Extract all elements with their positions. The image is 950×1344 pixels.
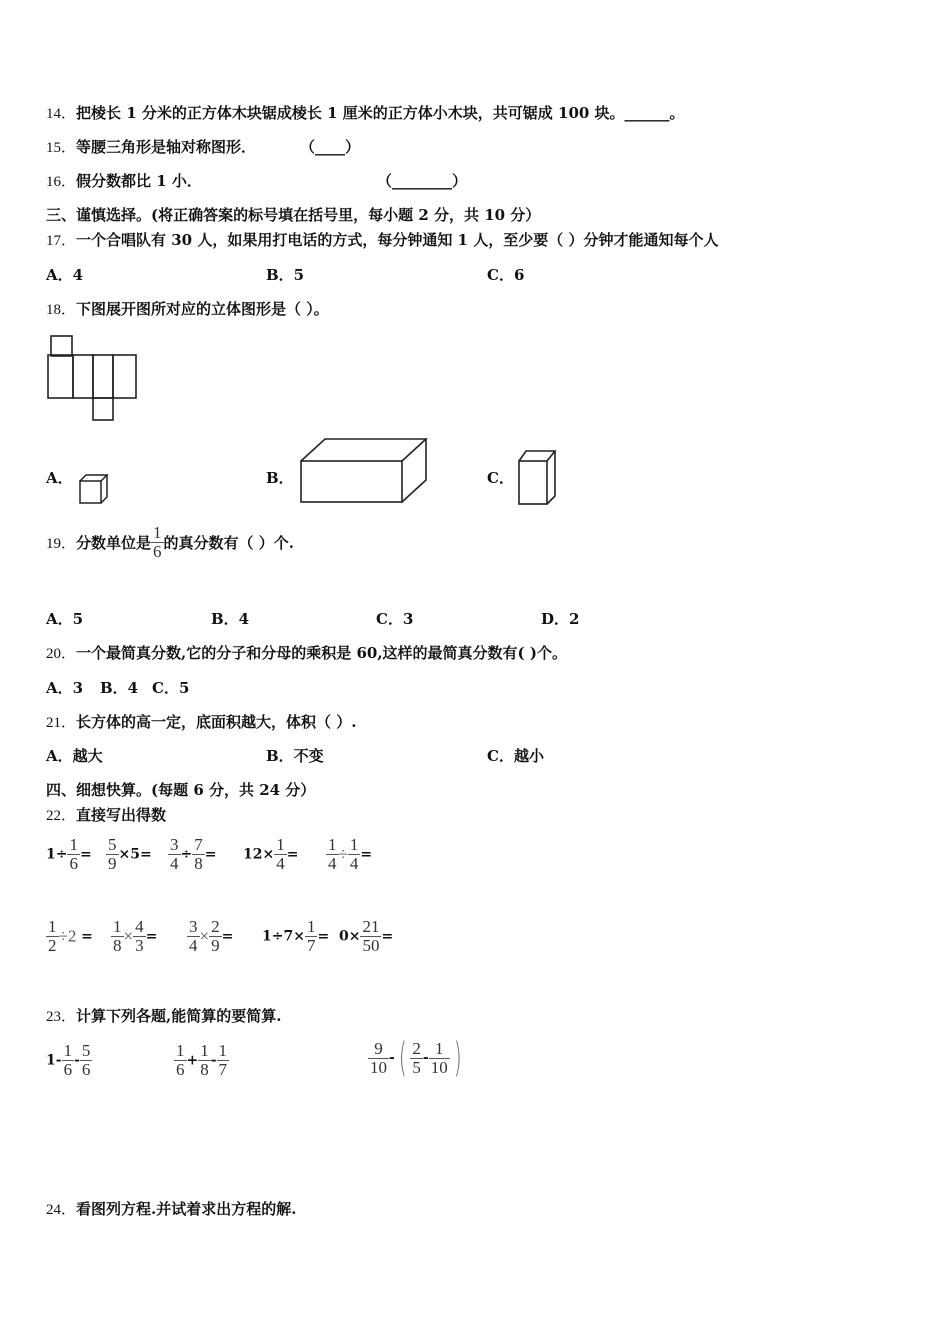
option-c[interactable]: C．3 <box>376 610 414 628</box>
denominator: 7 <box>218 1059 228 1079</box>
fraction-one-sixth <box>151 524 164 561</box>
question-21 <box>46 711 356 732</box>
question-number: 22． <box>46 808 77 824</box>
fraction <box>192 836 205 873</box>
question-number: 16． <box>46 174 77 190</box>
operator: - <box>422 1050 429 1066</box>
question-number: 23． <box>46 1009 77 1025</box>
fraction <box>80 1042 93 1079</box>
question-text: 下图展开图所对应的立体图形是（ ）。 <box>76 300 329 318</box>
question-number: 21． <box>46 715 77 731</box>
denominator: 8 <box>200 1059 209 1079</box>
numerator: 1 <box>153 523 162 542</box>
option-b[interactable]: B． <box>266 469 294 487</box>
option-d[interactable]: D．2 <box>541 610 580 628</box>
denominator: 3 <box>135 935 144 955</box>
question-text: 长方体的高一定，底面积越大，体积（ ）. <box>76 713 357 731</box>
operator: ÷2 <box>58 926 77 946</box>
expression <box>106 836 152 873</box>
expr-suffix: = <box>79 846 92 863</box>
fraction <box>217 1042 230 1079</box>
expression <box>243 836 298 873</box>
expr-suffix: ×5= <box>118 846 152 863</box>
numerator: 1 <box>113 917 122 936</box>
option-c[interactable]: C．5 <box>152 679 190 697</box>
fraction <box>429 1040 450 1077</box>
operator: × <box>123 926 134 946</box>
question-end: 。 <box>669 104 685 122</box>
option-b[interactable]: B．4 <box>100 679 139 697</box>
fraction <box>410 1040 423 1077</box>
question-14 <box>46 102 685 123</box>
fraction <box>348 836 361 873</box>
expr-suffix: = <box>81 928 93 945</box>
operator: × <box>199 926 210 946</box>
expr-suffix: = <box>221 928 234 945</box>
denominator: 4 <box>276 853 285 873</box>
expr-suffix: = <box>381 928 394 945</box>
operator: ÷ <box>180 846 193 863</box>
question-text: 等腰三角形是轴对称图形． <box>76 138 257 156</box>
question-24 <box>46 1198 296 1219</box>
option-a[interactable]: A． <box>46 469 73 487</box>
operator: - <box>74 1052 80 1069</box>
numerator: 1 <box>349 835 359 854</box>
fraction <box>187 918 200 955</box>
expression <box>168 836 216 873</box>
denominator: 6 <box>153 541 162 561</box>
question-text: 把棱长 1 分米的正方体木块锯成棱长 1 厘米的正方体小木块，共可锯成 100 块。 <box>76 104 625 122</box>
fraction <box>305 918 318 955</box>
numerator: 5 <box>108 835 117 854</box>
fraction <box>274 836 287 873</box>
numerator: 1 <box>48 917 57 936</box>
numerator: 2 <box>412 1038 421 1058</box>
operator: ÷ <box>338 844 348 864</box>
denominator: 4 <box>170 853 179 873</box>
question-text-post: 的真分数有（ ）个. <box>163 533 294 552</box>
expr-prefix: 0× <box>339 928 361 945</box>
numerator: 1 <box>69 835 78 854</box>
question-number: 18． <box>46 302 77 318</box>
denominator: 5 <box>412 1057 421 1077</box>
question-text: 直接写出得数 <box>76 806 167 824</box>
option-c[interactable]: C．6 <box>487 266 525 284</box>
expression <box>46 918 93 955</box>
numerator: 21 <box>362 917 380 936</box>
fraction <box>133 918 146 955</box>
option-a[interactable]: A．3 <box>46 679 84 697</box>
question-text: 计算下列各题,能简算的要简算. <box>76 1007 282 1025</box>
expr-suffix: = <box>145 928 158 945</box>
numerator: 1 <box>276 835 285 854</box>
expression <box>111 918 157 955</box>
question-text: 一个最简真分数,它的分子和分母的乘积是 60,这样的最简真分数有( )个。 <box>76 644 567 662</box>
expression <box>187 918 233 955</box>
numerator: 3 <box>170 835 179 854</box>
denominator: 6 <box>69 853 78 873</box>
expression <box>368 1035 465 1081</box>
small-cube-figure[interactable] <box>76 472 112 508</box>
operator: + <box>186 1052 199 1069</box>
fraction <box>174 1042 187 1079</box>
numerator: 7 <box>194 835 203 854</box>
question-number: 20． <box>46 646 77 662</box>
option-b[interactable]: B．5 <box>266 266 305 284</box>
answer-blank[interactable]: （____） <box>300 138 361 156</box>
option-b[interactable]: B．不变 <box>266 747 324 765</box>
expr-suffix: = <box>204 846 217 863</box>
tall-cuboid-figure[interactable] <box>515 445 561 509</box>
fraction <box>168 836 181 873</box>
option-c[interactable]: C． <box>487 469 514 487</box>
expr-suffix: = <box>286 846 299 863</box>
fraction <box>106 836 119 873</box>
question-number: 24． <box>46 1202 77 1218</box>
operator: - <box>210 1052 217 1069</box>
fraction <box>46 918 59 955</box>
expression <box>326 836 372 873</box>
denominator: 6 <box>81 1059 91 1079</box>
expression <box>46 1042 92 1079</box>
question-number: 15． <box>46 140 77 156</box>
answer-blank[interactable]: ______ <box>624 104 670 122</box>
denominator: 8 <box>194 853 203 873</box>
numerator: 1 <box>306 917 316 936</box>
denominator: 6 <box>176 1059 185 1079</box>
denominator: 4 <box>189 935 198 955</box>
right-parenthesis: ) <box>453 1035 462 1081</box>
question-number: 17． <box>46 233 77 249</box>
fraction <box>368 1040 389 1077</box>
question-15 <box>46 136 256 157</box>
denominator: 8 <box>113 935 122 955</box>
denominator: 9 <box>211 935 220 955</box>
denominator: 50 <box>362 935 380 955</box>
flat-cuboid-figure[interactable] <box>296 434 432 508</box>
numerator: 1 <box>176 1041 185 1060</box>
expr-prefix: 12× <box>243 846 275 863</box>
answer-blank[interactable]: （________） <box>377 172 468 190</box>
question-19 <box>46 524 294 561</box>
left-parenthesis: ( <box>398 1035 407 1081</box>
question-23 <box>46 1005 281 1026</box>
numerator: 4 <box>135 917 144 936</box>
fraction <box>209 918 222 955</box>
denominator: 10 <box>370 1057 387 1077</box>
expr-suffix: = <box>360 846 373 863</box>
denominator: 2 <box>48 935 57 955</box>
numerator: 2 <box>211 917 220 936</box>
question-text: 假分数都比 1 小． <box>76 172 202 190</box>
question-number: 19． <box>46 535 77 552</box>
option-a[interactable]: A．5 <box>46 610 84 628</box>
question-16 <box>46 170 202 191</box>
expression <box>174 1042 229 1079</box>
question-17 <box>46 229 718 250</box>
operator: - <box>389 1050 395 1066</box>
question-text: 一个合唱队有 30 人，如果用打电话的方式，每分钟通知 1 人，至少要（ ）分钟才能通知每个人 <box>76 231 719 249</box>
denominator: 7 <box>306 935 316 955</box>
expr-prefix: 1÷7× <box>262 928 305 945</box>
fraction <box>67 836 80 873</box>
expression <box>339 918 393 955</box>
cube-net-figure <box>44 333 144 425</box>
denominator: 4 <box>349 853 359 873</box>
numerator: 1 <box>218 1041 228 1060</box>
question-18 <box>46 298 329 319</box>
numerator: 3 <box>189 917 198 936</box>
question-20 <box>46 642 567 663</box>
question-text-pre: 分数单位是 <box>76 533 152 552</box>
fraction <box>198 1042 211 1079</box>
numerator: 1 <box>63 1041 73 1060</box>
denominator: 6 <box>63 1059 73 1079</box>
expression <box>262 918 329 955</box>
option-a[interactable]: A．越大 <box>46 747 103 765</box>
fraction <box>326 836 339 873</box>
option-b[interactable]: B．4 <box>211 610 250 628</box>
question-text: 看图列方程.并试着求出方程的解. <box>76 1200 297 1218</box>
numerator: 1 <box>200 1041 209 1060</box>
denominator: 4 <box>328 853 337 873</box>
expr-suffix: = <box>317 928 330 945</box>
expr-prefix: 1÷ <box>46 846 68 863</box>
numerator: 5 <box>81 1041 91 1060</box>
expr-prefix: 1- <box>46 1052 62 1069</box>
numerator: 1 <box>434 1038 444 1058</box>
numerator: 9 <box>374 1038 383 1058</box>
fraction <box>62 1042 75 1079</box>
section-title: 三、谨慎选择。(将正确答案的标号填在括号里，每小题 2 分，共 10 分） <box>46 206 541 224</box>
denominator: 10 <box>430 1057 448 1077</box>
question-22 <box>46 804 166 825</box>
option-a[interactable]: A．4 <box>46 266 84 284</box>
option-c[interactable]: C．越小 <box>487 747 544 765</box>
fraction <box>360 918 381 955</box>
fraction <box>111 918 124 955</box>
expression <box>46 836 92 873</box>
section-title: 四、细想快算。(每题 6 分，共 24 分） <box>46 781 316 799</box>
denominator: 9 <box>108 853 117 873</box>
numerator: 1 <box>328 835 337 854</box>
question-number: 14． <box>46 106 77 122</box>
